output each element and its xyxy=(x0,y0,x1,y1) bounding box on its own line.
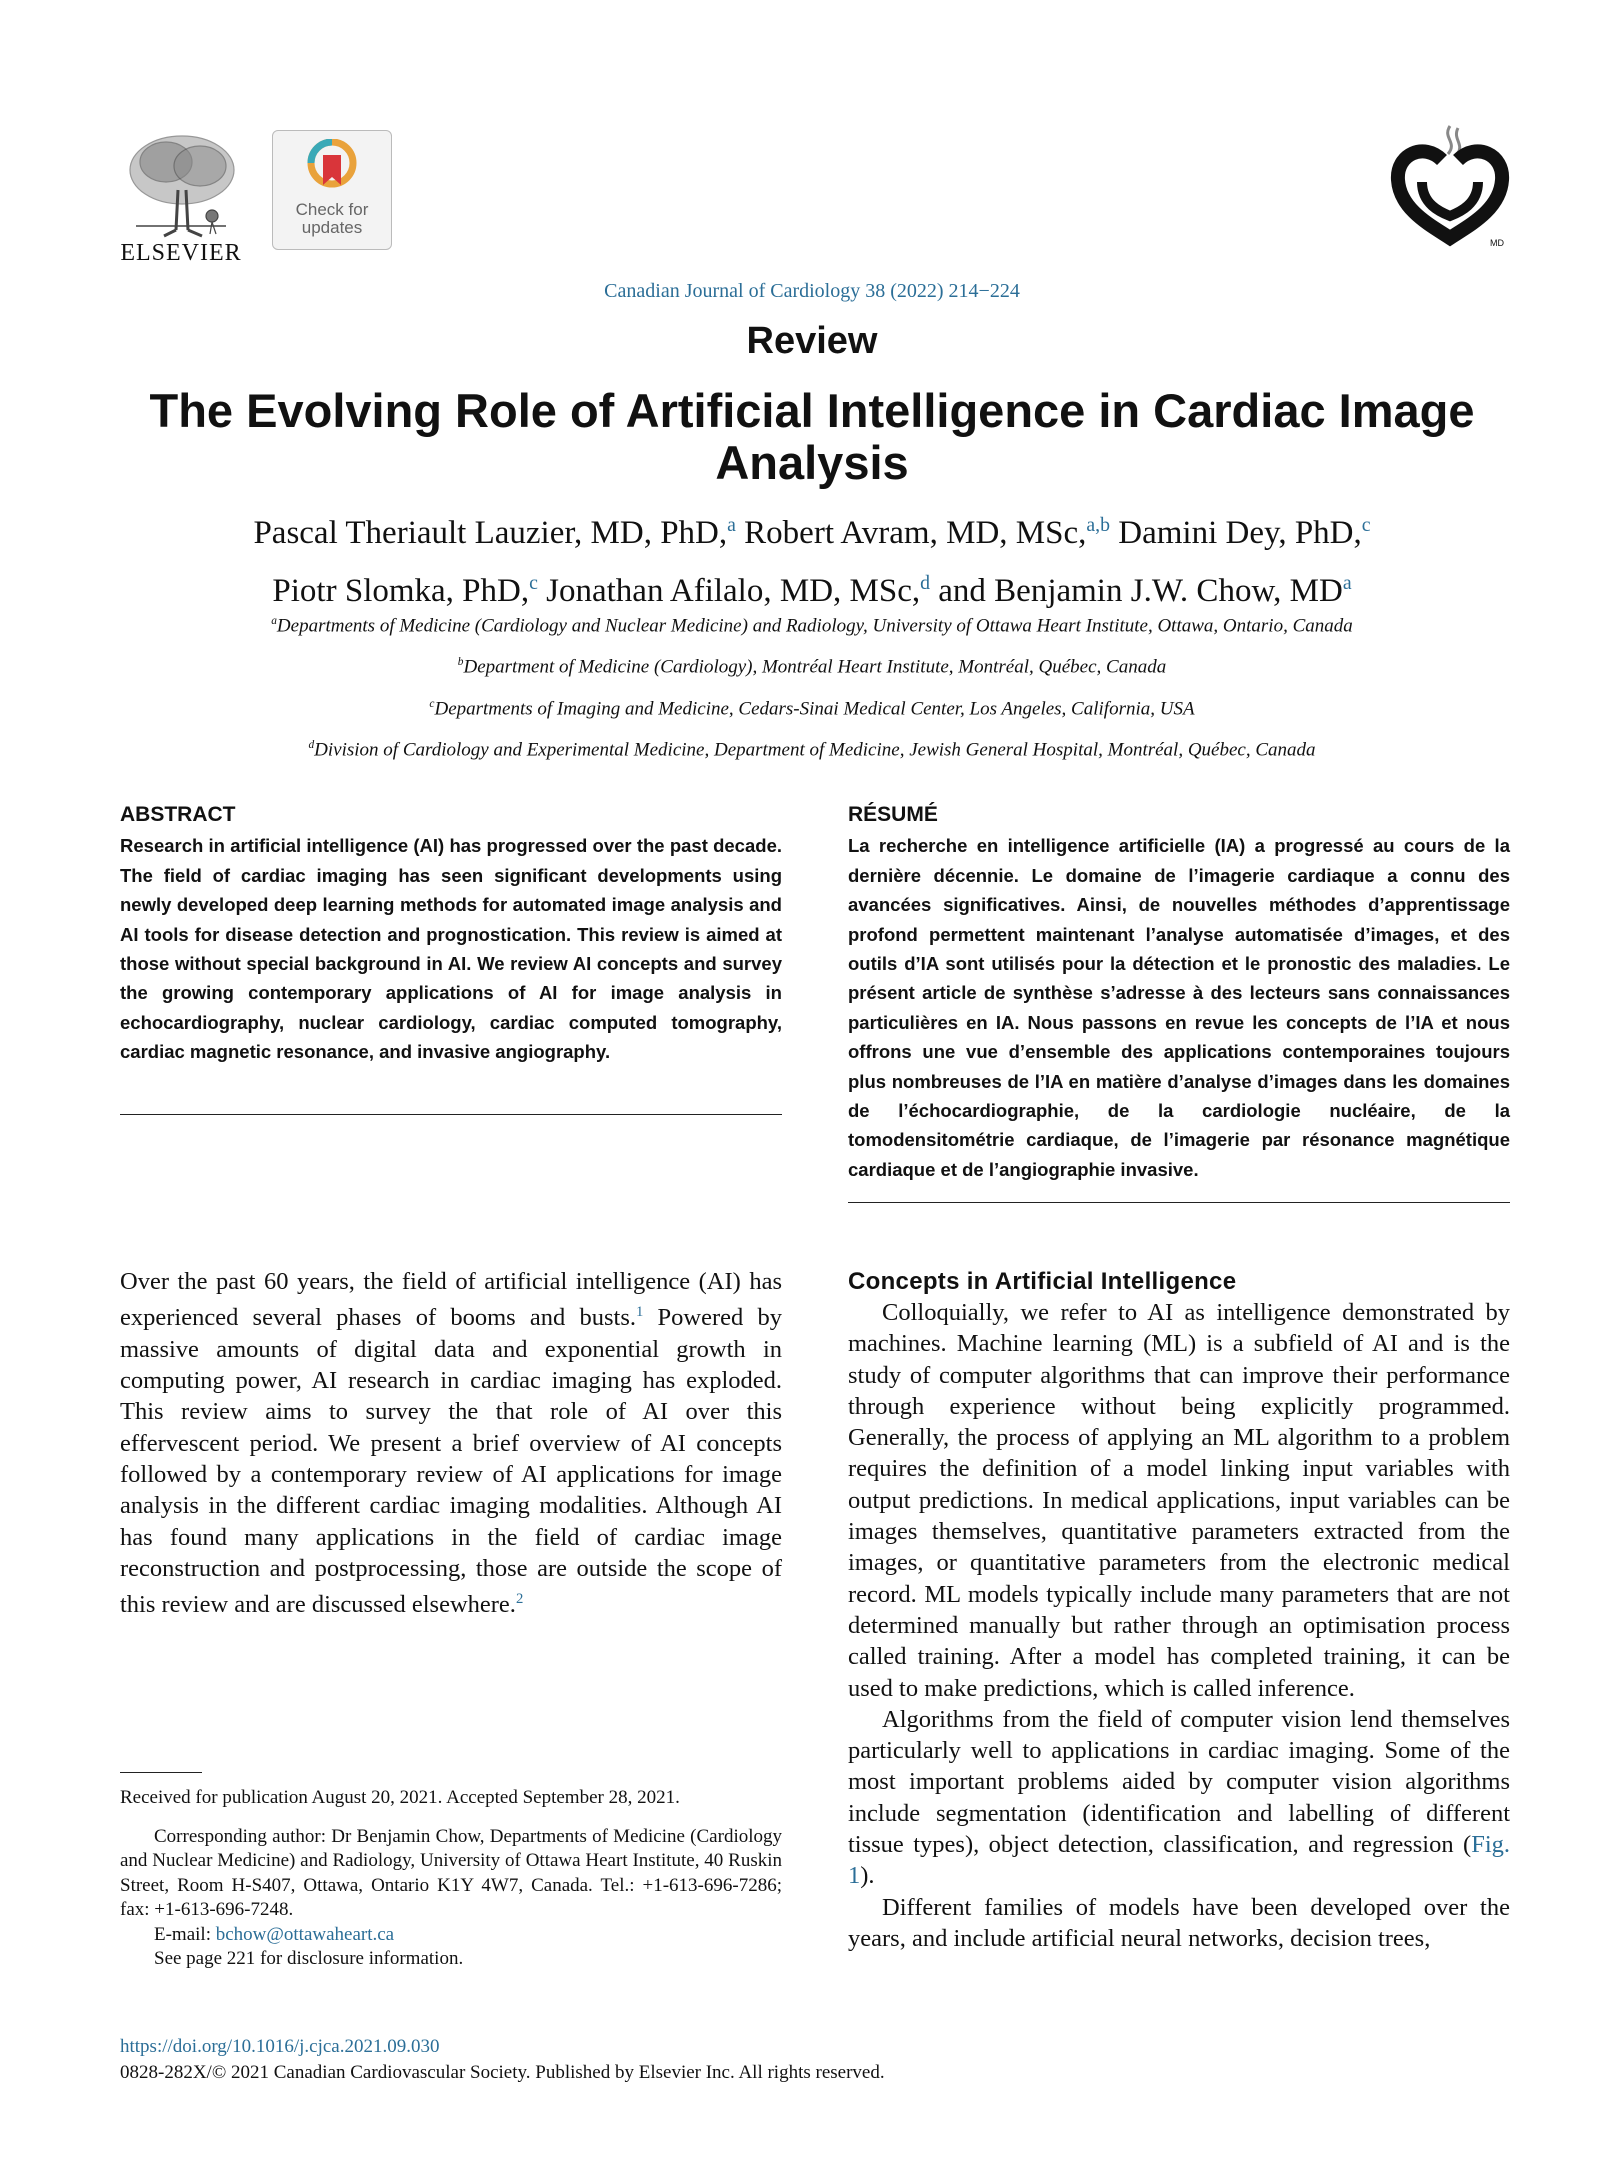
affiliation-mark: a xyxy=(271,615,277,627)
introduction-text xyxy=(120,1266,782,1621)
intro-text: Powered by massive amounts of digital data and exponential growth in computing power, AI research in cardiac imaging has exploded. This review aims to survey the that role of AI over this effervescent period. We present a brief overview of AI concepts followed by a contemporary review of AI applications for image analysis in the different cardiac imaging modalities. Although AI has found many applications in the field of cardiac image reconstruction and postprocessing, those are outside the scope of this review and are discussed elsewhere. xyxy=(120,1304,782,1619)
abstract-divider xyxy=(120,1114,782,1115)
affiliation-item xyxy=(100,603,1524,644)
figure-link[interactable]: Fig. 1 xyxy=(848,1831,1510,1890)
author-list xyxy=(100,500,1524,616)
affiliation-item xyxy=(100,727,1524,768)
email-link[interactable]: bchow@ottawaheart.ca xyxy=(215,1923,395,1945)
author-line-1 xyxy=(100,500,1524,558)
affiliation-list xyxy=(100,603,1524,768)
corresponding-author-note: Corresponding author: Dr Benjamin Chow, Departments of Medicine (Cardiology and Nuclear Medicine) and Radiology, University of Ottawa Heart Institute, 40 Ruskin Street, Room H-S407, Ottawa, Ontario K1Y 4W7, Canada. Tel.: +1-613-696-7286; fax: +1-613-696-7248. xyxy=(120,1825,782,1920)
email-label: E-mail: xyxy=(154,1923,216,1945)
author-affiliation-ref[interactable]: a xyxy=(727,514,736,536)
affiliation-text: Departments of Medicine (Cardiology and Nuclear Medicine) and Radiology, University of Ottawa Heart Institute, Ottawa, Ontario, Canada xyxy=(276,615,1353,637)
email-line xyxy=(120,1923,782,1948)
check-updates-label: Check for updates xyxy=(295,200,369,237)
citation-ref[interactable]: 2 xyxy=(515,1591,524,1608)
paragraph: Different families of models have been developed over the years, and include artificial neural networks, decision trees, xyxy=(848,1893,1510,1952)
affiliation-mark: b xyxy=(457,656,464,669)
author-affiliation-ref[interactable]: c xyxy=(529,572,538,594)
author-affiliation-ref[interactable]: d xyxy=(920,572,931,594)
resume-text: La recherche en intelligence artificielle (IA) a progressé au cours de la dernière décennie. Le domaine de l’imagerie cardiaque a connu des avancées significatives. Ainsi, de nouvelles méthodes d’apprentissage profond permettent maintenant l’analyse automatisée d’images, et des outils d’IA sont utilisés pour la détection et le pronostic des maladies. Le présent article de synthèse s’adresse à des lecteurs sans connaissances particulières en IA. Nous passons en revue les concepts de l’IA et nous offrons une vue d’ensemble des applications contemporaines toujours plus nombreuses de l’IA en matière d’analyse d’images dans les domaines de l’échocardiographie, de la cardiologie nucléaire, de la tomodensitométrie cardiaque, de l’imagerie par résonance magnétique cardiaque et de l’angiographie invasive. xyxy=(848,835,1510,1180)
check-for-updates-button[interactable] xyxy=(272,130,392,250)
disclosure-note: See page 221 for disclosure information. xyxy=(154,1948,464,1969)
publisher-name: ELSEVIER xyxy=(120,240,242,266)
author-name: Pascal Theriault Lauzier, MD, PhD, xyxy=(253,515,728,551)
resume-divider xyxy=(848,1202,1510,1203)
resume-heading: RÉSUMÉ xyxy=(848,803,938,826)
author-name: Jonathan Afilalo, MD, MSc, xyxy=(537,573,921,609)
affiliation-text: Departments of Imaging and Medicine, Cedars-Sinai Medical Center, Los Angeles, California, USA xyxy=(434,697,1195,719)
author-affiliation-ref[interactable]: c xyxy=(1361,514,1371,536)
paragraph-text: Algorithms from the field of computer vision lend themselves particularly well to applications in cardiac imaging. Some of the most important problems aided by computer vision algorithms include segmentation (identification and labelling of different tissue types), object detection, classification, and regression ( xyxy=(848,1705,1510,1859)
affiliation-item xyxy=(100,686,1524,727)
paragraph xyxy=(848,1704,1510,1892)
affiliation-text: Division of Cardiology and Experimental Medicine, Department of Medicine, Jewish General Hospital, Montréal, Québec, Canada xyxy=(314,739,1316,761)
check-updates-icon xyxy=(307,139,357,195)
author-name: Robert Avram, MD, MSc, xyxy=(735,515,1087,551)
citation-ref[interactable]: 1 xyxy=(635,1304,644,1321)
society-logo-mark: MD xyxy=(1490,238,1504,248)
affiliation-text: Department of Medicine (Cardiology), Montréal Heart Institute, Montréal, Québec, Canada xyxy=(463,656,1167,678)
intro-text: Over the past 60 years, the field of artificial intelligence (AI) has experienced several phases of booms and busts. xyxy=(120,1268,782,1332)
journal-citation[interactable]: Canadian Journal of Cardiology 38 (2022) 214−224 xyxy=(604,280,1020,302)
received-note: Received for publication August 20, 2021. Accepted September 28, 2021. xyxy=(120,1787,680,1808)
copyright-line: 0828-282X/© 2021 Canadian Cardiovascular Society. Published by Elsevier Inc. All rights reserved. xyxy=(120,2062,885,2083)
abstract-heading: ABSTRACT xyxy=(120,803,236,826)
resume-section xyxy=(848,800,1510,1184)
paragraph-text: ). xyxy=(860,1862,875,1890)
affiliation-item xyxy=(100,644,1524,685)
abstract-text: Research in artificial intelligence (AI) has progressed over the past decade. The field of cardiac imaging has seen significant developments using newly developed deep learning methods for automated image analysis and AI tools for disease detection and prognostication. This review is aimed at those without special background in AI. We review AI concepts and survey the growing contemporary applications of AI for image analysis in echocardiography, nuclear cardiology, cardiac computed tomography, cardiac magnetic resonance, and invasive angiography. xyxy=(120,835,782,1063)
footnotes xyxy=(120,1786,782,1972)
author-name: and Benjamin J.W. Chow, MD xyxy=(930,573,1343,609)
article-title: The Evolving Role of Artificial Intelligence in Cardiac Image Analysis xyxy=(149,384,1475,489)
paragraph: Colloquially, we refer to AI as intelligence demonstrated by machines. Machine learning (ML) is a subfield of AI and is the study of computer algorithms that can improve their performance through experience without being explicitly programmed. Generally, the process of applying an ML algorithm to a problem requires the definition of a model linking input variables with output predictions. In medical applications, input variables can be images themselves, quantitative parameters extracted from the images, or quantitative parameters from the electronic medical record. ML models typically include many parameters that are not determined manually but rather through an optimisation process called training. After a model has completed training, it can be used to make predictions, which is called inference. xyxy=(848,1299,1510,1702)
affiliation-mark: c xyxy=(429,697,435,710)
society-heart-logo xyxy=(1388,120,1512,250)
affiliation-mark: d xyxy=(308,738,315,751)
author-name: Piotr Slomka, PhD, xyxy=(272,573,530,609)
footnote-divider xyxy=(120,1772,202,1773)
author-affiliation-ref[interactable]: a,b xyxy=(1086,514,1110,536)
doi-link[interactable]: https://doi.org/10.1016/j.cjca.2021.09.030 xyxy=(120,2036,440,2057)
author-affiliation-ref[interactable]: a xyxy=(1342,572,1352,594)
concepts-section xyxy=(848,1266,1510,1954)
author-name: Damini Dey, PhD, xyxy=(1110,515,1362,551)
section-label: Review xyxy=(746,320,878,362)
section-heading: Concepts in Artificial Intelligence xyxy=(848,1268,1237,1295)
abstract-section xyxy=(120,800,782,1067)
